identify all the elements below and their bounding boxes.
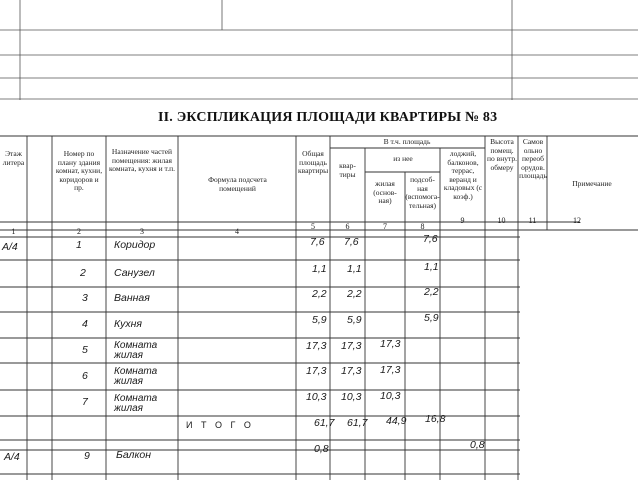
row-7-name: Комната жилая	[114, 393, 158, 414]
row-7-number: 7	[82, 396, 88, 408]
row-7-total: 10,3	[306, 391, 327, 403]
balcony-total: 0,8	[314, 443, 329, 455]
row-4-number: 4	[82, 318, 88, 330]
row-1-number: 1	[76, 239, 82, 251]
row-1-aux: 7,6	[423, 233, 438, 245]
row-6-total: 17,3	[306, 365, 327, 377]
row-1-total: 7,6	[310, 236, 325, 248]
col-num-5: 5	[311, 222, 315, 231]
row-7-flat: 10,3	[341, 391, 362, 403]
row-5-living: 17,3	[380, 338, 401, 350]
page-title: II. ЭКСПЛИКАЦИЯ ПЛОЩАДИ КВАРТИРЫ № 83	[158, 110, 498, 125]
row-2-total: 1,1	[312, 263, 327, 275]
row-3-aux: 2,2	[424, 286, 439, 298]
row-3-number: 3	[82, 292, 88, 304]
row-2-flat: 1,1	[347, 263, 362, 275]
header-flat: квар- тиры	[339, 161, 356, 179]
row-4-aux: 5,9	[424, 312, 439, 324]
col-num-6: 6	[345, 222, 350, 231]
header-room-number: Номер по плану здания комнат, кухни, коридоров и пр.	[55, 149, 103, 193]
header-floor: Этаж литера	[2, 149, 25, 167]
balcony-name: Балкон	[116, 449, 152, 461]
col-num-3: 3	[140, 227, 144, 236]
row-6-name: Комната жилая	[114, 366, 158, 387]
row-5-flat: 17,3	[341, 340, 362, 352]
row-5-total: 17,3	[306, 340, 327, 352]
balcony-floor: А/4	[4, 451, 20, 463]
row-1-name: Коридор	[114, 239, 156, 251]
row-7-living: 10,3	[380, 390, 401, 402]
row-4-total: 5,9	[312, 314, 327, 326]
row-4-flat: 5,9	[347, 314, 362, 326]
row-3-name: Ванная	[114, 292, 150, 304]
col-num-12: 12	[573, 216, 581, 225]
total-aux: 16,8	[425, 413, 446, 425]
col-num-9: 9	[460, 216, 465, 225]
header-of-it: из нее	[393, 154, 413, 163]
header-formula: Формула подсчета помещений	[208, 175, 267, 193]
row-1-flat: 7,6	[344, 236, 359, 248]
col-num-10: 10	[497, 216, 506, 225]
row-6-living: 17,3	[380, 364, 401, 376]
col-num-2: 2	[77, 227, 81, 236]
balcony-loggia: 0,8	[470, 439, 485, 451]
col-num-1: 1	[11, 227, 16, 236]
total-label: И Т О Г О	[186, 420, 254, 430]
col-num-8: 8	[420, 222, 425, 231]
row-6-flat: 17,3	[341, 365, 362, 377]
row-2-name: Санузел	[114, 267, 155, 279]
total-area: 61,7	[314, 417, 335, 429]
header-living: жилая (основ- ная)	[373, 179, 397, 206]
header-note: Примечание	[572, 179, 612, 188]
header-incl-area: В т.ч. площадь	[383, 137, 431, 146]
header-loggias: лоджий, балконов, террас, веранд и кладовых (с коэф.)	[443, 149, 483, 201]
row-3-total: 2,2	[312, 288, 327, 300]
row-3-flat: 2,2	[347, 288, 362, 300]
header-auxiliary: подсоб- ная (вспомога- тельная)	[405, 175, 440, 210]
row-2-aux: 1,1	[424, 261, 439, 273]
row-1-floor: А/4	[2, 241, 18, 253]
col-num-7: 7	[383, 222, 387, 231]
header-height: Высота помещ. по внутр. обмеру	[487, 137, 517, 172]
row-5-number: 5	[82, 344, 88, 356]
header-total-area: Общая площадь квартиры	[298, 149, 329, 176]
row-4-name: Кухня	[114, 318, 142, 330]
col-num-4: 4	[235, 227, 239, 236]
row-5-name: Комната жилая	[114, 340, 158, 361]
total-flat: 61,7	[347, 417, 368, 429]
balcony-number: 9	[84, 450, 90, 462]
row-6-number: 6	[82, 370, 88, 382]
total-living: 44,9	[386, 415, 407, 427]
header-room-purpose: Назначение частей помещения: жилая комната, кухня и т.п.	[109, 147, 175, 174]
col-num-11: 11	[528, 216, 537, 225]
header-self-built: Самов ольно переоб орудов. площадь	[519, 137, 547, 181]
row-2-number: 2	[80, 267, 86, 279]
